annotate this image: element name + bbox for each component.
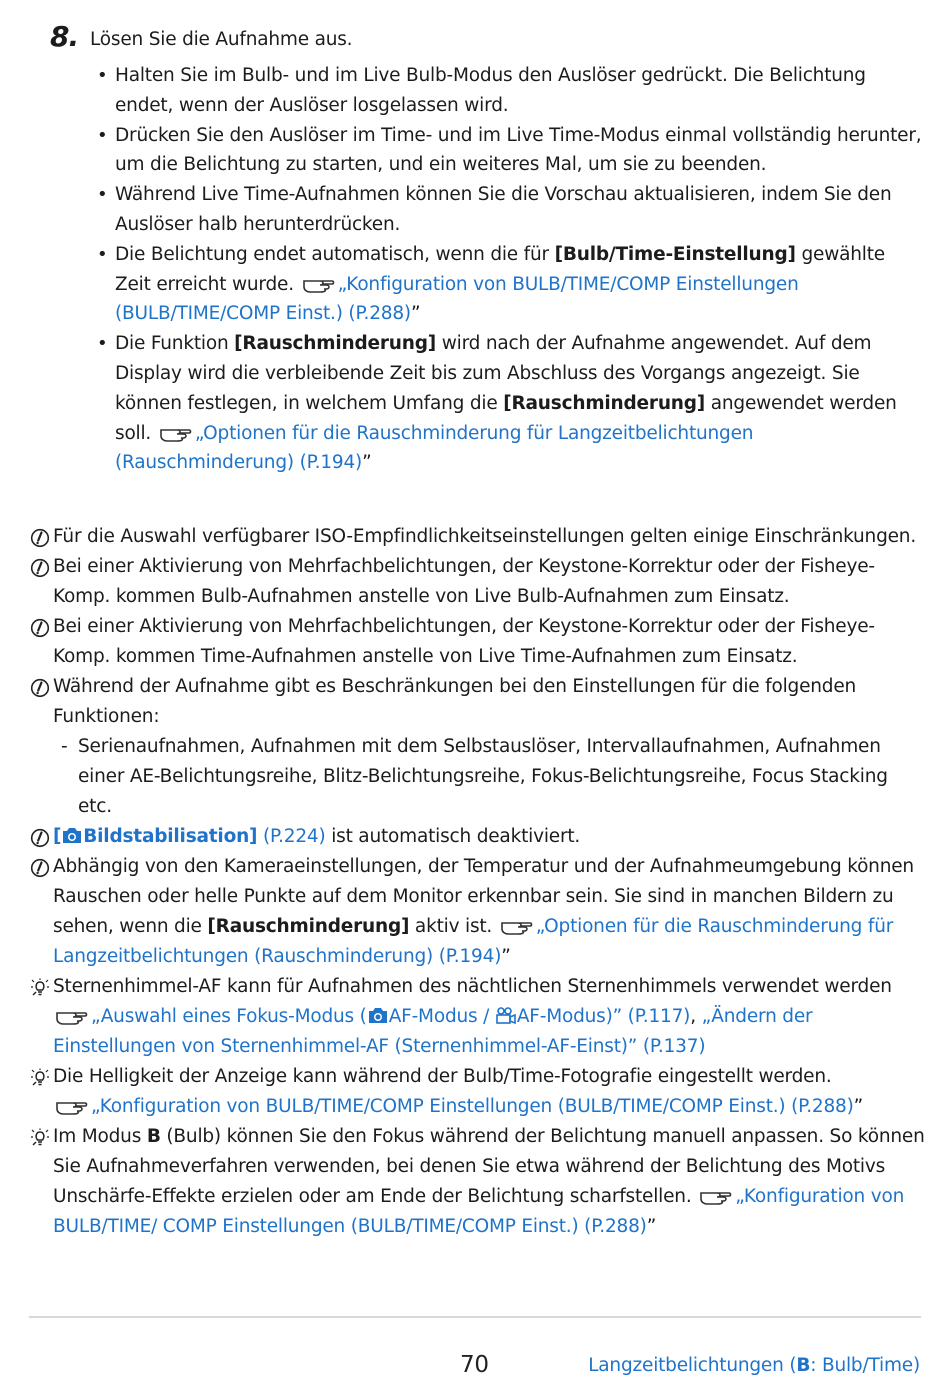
bullet-dot: • [97, 184, 108, 206]
note-text: , [690, 1006, 702, 1027]
setting-name: [Rauschminderung] [503, 392, 706, 414]
note-text: Die Helligkeit der Anzeige kann während der Bulb/Time-Fotografie eingestellt werden. [53, 1066, 832, 1087]
tip-icon [30, 1128, 50, 1148]
tip-note [30, 972, 925, 1062]
mode-letter: B [146, 1126, 161, 1147]
bullet-text: Während Live Time-Aufnahmen können Sie die Vorschau aktualisieren, indem Sie den Auslöser halb herunterdrücken. [115, 184, 892, 235]
camera-icon [61, 826, 83, 845]
section-title-text: Langzeitbelichtungen ( [588, 1355, 797, 1376]
note-text: Sternenhimmel-AF kann für Aufnahmen des nächtlichen Sternenhimmels verwendet werden [53, 976, 892, 997]
bullet-text: Die Funktion [115, 333, 235, 355]
camera-icon [367, 1006, 389, 1025]
sub-item-text: Serienaufnahmen, Aufnahmen mit dem Selbstauslöser, Intervallaufnahmen, Aufnahmen einer AE-Belichtungsreihe, Blitz-Belichtungsreihe, Fokus-Belichtungsreihe, Focus Stacking etc. [78, 736, 888, 817]
cross-reference-link[interactable]: „Optionen für die Rauschminderung für Langzeitbelichtungen (Rauschminderung) (P.194) [53, 916, 894, 967]
section-title-text: : Bulb/Time) [810, 1355, 920, 1376]
caution-icon [30, 558, 50, 578]
note-text: ” [501, 946, 511, 967]
cross-reference-link[interactable]: „Ändern der Einstellungen von Sternenhimmel-AF (Sternenhimmel-AF-Einst)” (P.137) [53, 1006, 813, 1057]
cross-reference-link[interactable]: „Auswahl eines Fokus-Modus ( [91, 1006, 367, 1027]
cross-reference-link[interactable]: „Konfiguration von BULB/TIME/ COMP Einstellungen (BULB/TIME/COMP Einst.) (P.288) [53, 1186, 905, 1237]
caution-note [30, 852, 925, 972]
caution-icon [30, 828, 50, 848]
step-title: Lösen Sie die Aufnahme aus. [90, 29, 353, 50]
setting-link[interactable]: Bildstabilisation] [83, 826, 258, 847]
reference-hand-icon [55, 1097, 89, 1115]
reference-hand-icon [500, 917, 534, 935]
dash-marker: - [61, 736, 68, 757]
note-text: Für die Auswahl verfügbarer ISO-Empfindlichkeitseinstellungen gelten einige Einschränkungen. [53, 526, 917, 547]
bullet-dot: • [97, 243, 108, 265]
reference-hand-icon [302, 275, 336, 293]
bullet-text: Drücken Sie den Auslöser im Time- und im Live Time-Modus einmal vollständig herunter, um die Belichtung zu starten, und ein weiteres Mal, um sie zu beenden. [115, 124, 922, 176]
cross-reference-link[interactable]: „Konfiguration von BULB/TIME/COMP Einstellungen (BULB/TIME/COMP Einst.) (P.288) [115, 273, 799, 325]
bullet-text: ” [362, 452, 372, 474]
page-number: 70 [460, 1352, 489, 1378]
bullet-text: ” [410, 303, 421, 325]
cross-reference-link[interactable]: „Optionen für die Rauschminderung für Langzeitbelichtungen (Rauschminderung) (P.194) [115, 422, 754, 474]
reference-hand-icon [699, 1187, 733, 1205]
caution-icon [30, 618, 50, 638]
caution-icon [30, 678, 50, 698]
note-text: Bei einer Aktivierung von Mehrfachbelichtungen, der Keystone-Korrektur oder der Fisheye-Komp. kommen Bulb-Aufnahmen anstelle von Live Bulb-Aufnahmen zum Einsatz. [53, 556, 875, 607]
caution-note [30, 522, 925, 552]
tip-note [30, 1122, 925, 1242]
bullet-item [97, 180, 922, 240]
note-text: ” [853, 1096, 864, 1117]
bullet-text: angewendet werden soll. [115, 392, 897, 444]
sub-list-item [53, 732, 925, 822]
page-reference-link[interactable]: (P.224) [257, 826, 326, 847]
bullet-item [97, 121, 922, 181]
note-text: Abhängig von den Kameraeinstellungen, der Temperatur und der Aufnahmeumgebung können Rauschen oder helle Punkte auf dem Monitor erkennbar sein. Sie sind in manchen Bildern zu sehen, wenn die [53, 856, 914, 937]
bullet-text: wird nach der Aufnahme angewendet. Auf dem Display wird die verbleibende Zeit bis zum Abschluss des Vorgangs angezeigt. Sie können festlegen, in welchem Umfang die [115, 333, 872, 414]
caution-note [30, 612, 925, 672]
cross-reference-link[interactable]: AF-Modus)” (P.117) [516, 1006, 691, 1027]
bullet-item [97, 61, 922, 121]
setting-name: [Bulb/Time-Einstellung] [554, 243, 796, 265]
bullet-dot: • [97, 333, 108, 355]
caution-icon [30, 528, 50, 548]
note-text: Im Modus [53, 1126, 147, 1147]
bullet-dot: • [97, 124, 108, 146]
tip-icon [30, 1068, 50, 1088]
bullet-text: Die Belichtung endet automatisch, wenn die für [115, 243, 555, 265]
cross-reference-link[interactable]: AF-Modus / [388, 1006, 495, 1027]
mode-letter: B [796, 1355, 811, 1376]
step-bullet-list [97, 61, 922, 478]
bullet-item [97, 240, 922, 329]
tip-icon [30, 978, 50, 998]
movie-camera-icon [495, 1006, 517, 1025]
notes-list [30, 522, 925, 1242]
caution-note [30, 672, 925, 822]
caution-icon [30, 858, 50, 878]
step-number: 8. [50, 20, 79, 53]
reference-hand-icon [55, 1007, 89, 1025]
bullet-text: Halten Sie im Bulb- und im Live Bulb-Modus den Auslöser gedrückt. Die Belichtung endet, wenn der Auslöser losgelassen wird. [115, 65, 866, 116]
caution-note [30, 552, 925, 612]
note-text: Bei einer Aktivierung von Mehrfachbelichtungen, der Keystone-Korrektur oder der Fisheye-Komp. kommen Time-Aufnahmen anstelle von Live Time-Aufnahmen zum Einsatz. [53, 616, 875, 667]
cross-reference-link[interactable]: „Konfiguration von BULB/TIME/COMP Einstellungen (BULB/TIME/COMP Einst.) (P.288) [91, 1096, 854, 1117]
bullet-dot: • [97, 65, 108, 86]
footer-divider [29, 1316, 921, 1318]
note-text: aktiv ist. [409, 916, 498, 937]
bullet-text: gewählte Zeit erreicht wurde. [115, 243, 885, 295]
reference-hand-icon [159, 424, 193, 442]
bracket: [ [53, 826, 62, 847]
caution-note [30, 822, 925, 852]
bullet-item [97, 329, 922, 478]
note-text: ist automatisch deaktiviert. [325, 826, 581, 847]
note-text: ” [646, 1216, 657, 1237]
note-text: Während der Aufnahme gibt es Beschränkungen bei den Einstellungen für die folgenden Funktionen: [53, 676, 857, 727]
setting-name: [Rauschminderung] [207, 916, 410, 937]
setting-name: [Rauschminderung] [234, 333, 437, 355]
note-text: (Bulb) können Sie den Fokus während der Belichtung manuell anpassen. So können Sie Aufnahmeverfahren verwenden, bei denen Sie etwa während der Belichtung des Motivs Unschärfe-Effekte erzielen oder am Ende der Belichtung scharfstellen. [53, 1126, 925, 1207]
tip-note [30, 1062, 925, 1122]
section-title-link[interactable] [588, 1355, 920, 1376]
